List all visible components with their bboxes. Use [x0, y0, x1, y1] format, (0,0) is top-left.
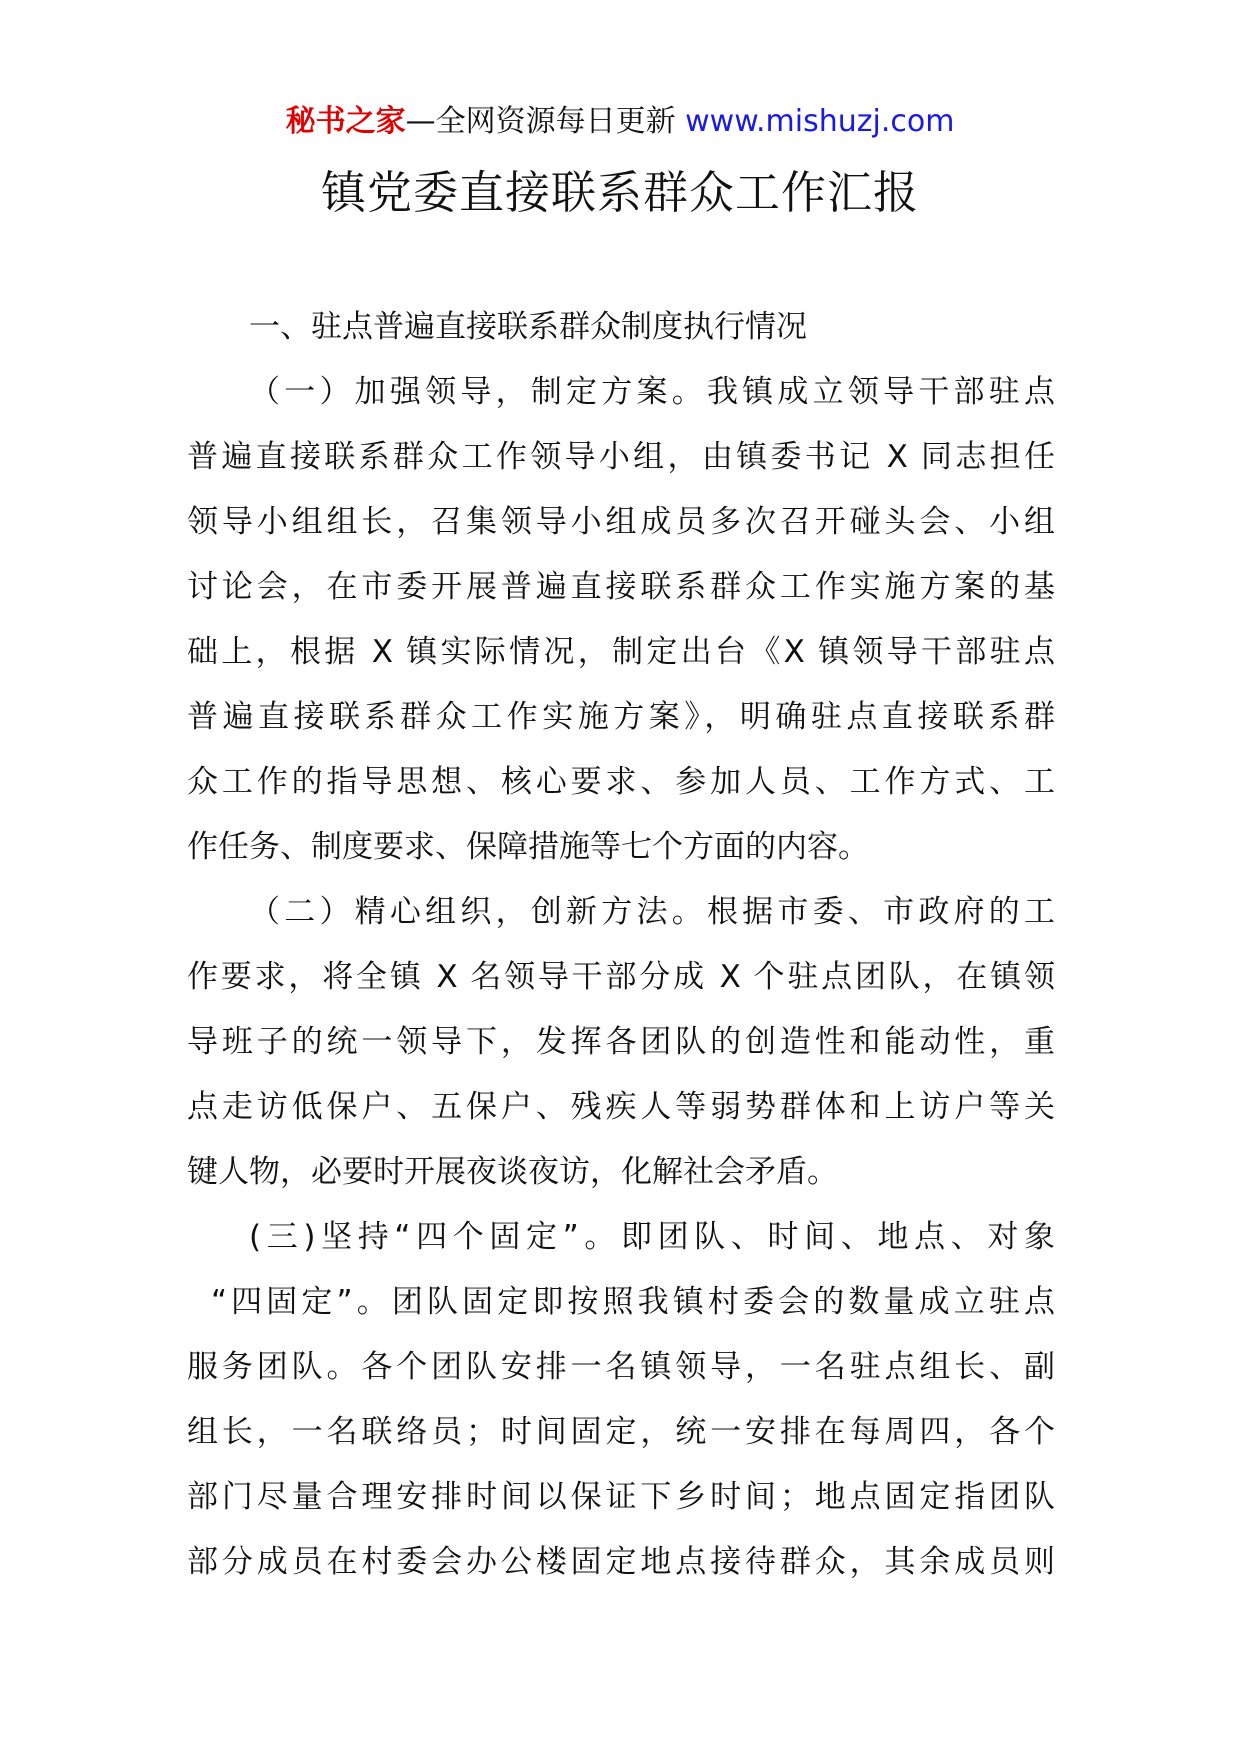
- paragraph-line: 础上，根据 X 镇实际情况，制定出台《X 镇领导干部驻点: [187, 634, 1055, 670]
- paragraph-line: (三)坚持“四个固定”。即团队、时间、地点、对象: [249, 1219, 1055, 1255]
- paragraph-line: 部门尽量合理安排时间以保证下乡时间；地点固定指团队: [187, 1479, 1055, 1515]
- paragraph-line: （二）精心组织，创新方法。根据市委、市政府的工: [249, 894, 1055, 930]
- site-header: [0, 100, 1240, 144]
- paragraph-line: 组长，一名联络员；时间固定，统一安排在每周四，各个: [187, 1414, 1055, 1450]
- document-title: 镇党委直接联系群众工作汇报: [320, 166, 919, 219]
- paragraph-line: 点走访低保户、五保户、残疾人等弱势群体和上访户等关: [187, 1089, 1055, 1125]
- brand-name: 秘书之家: [285, 104, 406, 139]
- paragraph-line: 作任务、制度要求、保障措施等七个方面的内容。: [187, 829, 869, 865]
- paragraph-line: 作要求，将全镇 X 名领导干部分成 X 个驻点团队，在镇领: [187, 959, 1055, 995]
- paragraph-line: （一）加强领导，制定方案。我镇成立领导干部驻点: [249, 374, 1055, 410]
- paragraph-line: 服务团队。各个团队安排一名镇领导，一名驻点组长、副: [187, 1349, 1055, 1385]
- paragraph-line: 领导小组组长，召集领导小组成员多次召开碰头会、小组: [187, 504, 1055, 540]
- paragraph-line: 部分成员在村委会办公楼固定地点接待群众，其余成员则: [187, 1544, 1055, 1580]
- paragraph-line: 众工作的指导思想、核心要求、参加人员、工作方式、工: [187, 764, 1055, 800]
- site-url-link[interactable]: www.mishuzj.com: [685, 104, 955, 139]
- header-tagline: —全网资源每日更新: [405, 104, 676, 139]
- paragraph-line: 导班子的统一领导下，发挥各团队的创造性和能动性，重: [187, 1024, 1055, 1060]
- paragraph-line: 键人物，必要时开展夜谈夜访，化解社会矛盾。: [187, 1154, 838, 1190]
- paragraph-line: 普遍直接联系群众工作领导小组，由镇委书记 X 同志担任: [187, 439, 1055, 475]
- paragraph-line: 讨论会，在市委开展普遍直接联系群众工作实施方案的基: [187, 569, 1055, 605]
- paragraph-line: 普遍直接联系群众工作实施方案》，明确驻点直接联系群: [187, 699, 1055, 735]
- section-heading: 一、驻点普遍直接联系群众制度执行情况: [249, 309, 807, 345]
- document-body: [187, 295, 1055, 1595]
- paragraph-line: “四固定”。团队固定即按照我镇村委会的数量成立驻点: [211, 1284, 1055, 1320]
